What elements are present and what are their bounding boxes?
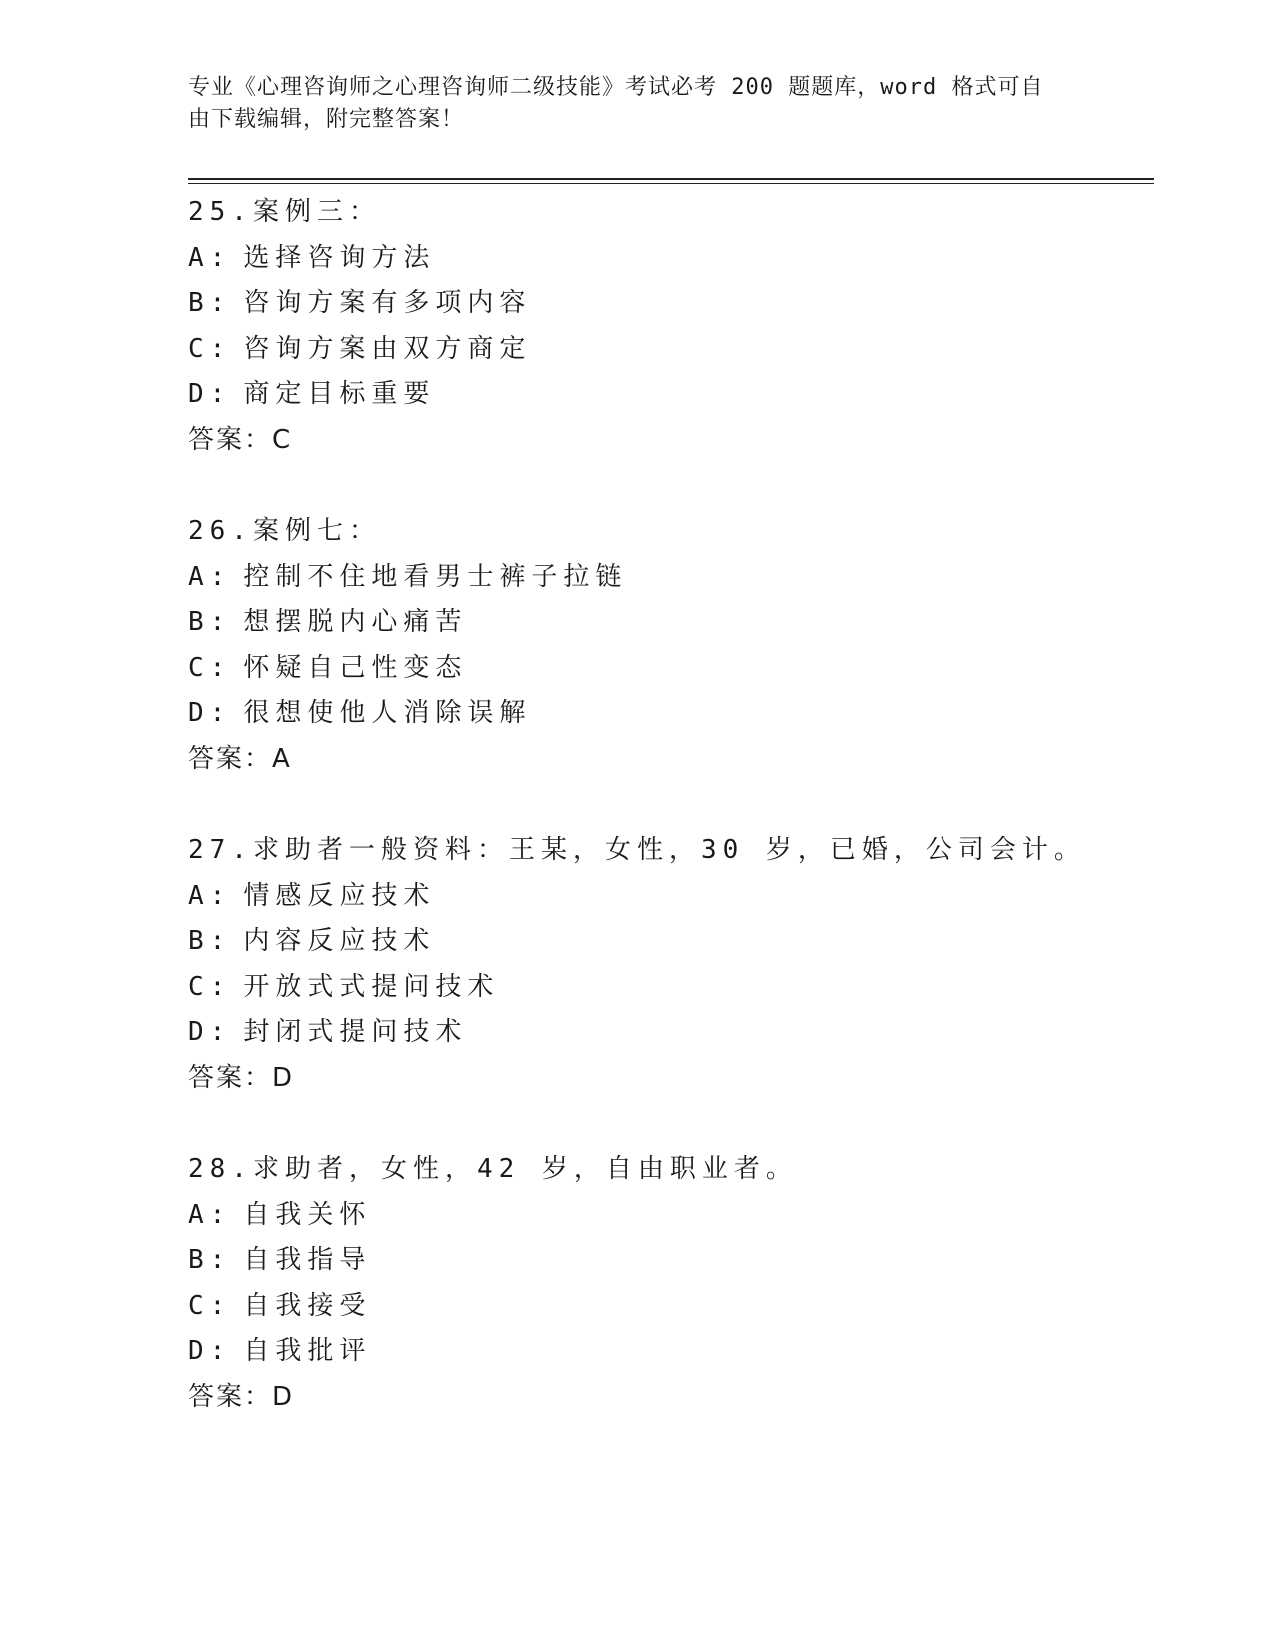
option-text: 自我指导 bbox=[243, 1245, 372, 1275]
question-28 bbox=[188, 1147, 1154, 1420]
option-label: A: bbox=[188, 880, 232, 911]
option-text: 情感反应技术 bbox=[243, 880, 436, 911]
option-d bbox=[188, 691, 1154, 737]
option-label: A: bbox=[188, 1199, 232, 1230]
option-label: C: bbox=[188, 652, 232, 683]
option-text: 自我批评 bbox=[243, 1336, 372, 1366]
option-d bbox=[188, 1010, 1154, 1056]
option-a bbox=[188, 236, 1154, 282]
option-a bbox=[188, 1193, 1154, 1239]
option-c bbox=[188, 327, 1154, 373]
header-divider-thick bbox=[188, 178, 1154, 180]
option-text: 自我接受 bbox=[243, 1290, 372, 1321]
option-label: D: bbox=[188, 379, 232, 409]
option-text: 商定目标重要 bbox=[243, 379, 436, 409]
document-header bbox=[188, 72, 1068, 136]
answer-line: 答案：C bbox=[188, 424, 293, 455]
option-label: B: bbox=[188, 926, 232, 956]
option-label: C: bbox=[188, 1290, 232, 1321]
option-text: 想摆脱内心痛苦 bbox=[243, 607, 468, 637]
question-27 bbox=[188, 828, 1154, 1101]
question-26 bbox=[188, 509, 1154, 782]
answer-line: 答案：D bbox=[188, 1062, 295, 1093]
question-list bbox=[188, 190, 1154, 1466]
option-d bbox=[188, 1329, 1154, 1375]
option-b bbox=[188, 919, 1154, 965]
question-stem: 26.案例七： bbox=[188, 516, 381, 546]
option-text: 封闭式提问技术 bbox=[243, 1017, 468, 1047]
header-divider-thin bbox=[188, 183, 1154, 184]
option-d bbox=[188, 372, 1154, 418]
option-b bbox=[188, 600, 1154, 646]
option-label: A: bbox=[188, 242, 232, 273]
option-text: 怀疑自己性变态 bbox=[243, 652, 468, 683]
option-label: B: bbox=[188, 1245, 232, 1275]
option-label: A: bbox=[188, 561, 232, 592]
option-c bbox=[188, 1284, 1154, 1330]
question-stem: 25.案例三： bbox=[188, 197, 381, 227]
option-text: 自我关怀 bbox=[243, 1199, 372, 1230]
option-text: 开放式式提问技术 bbox=[243, 971, 500, 1002]
question-stem: 28.求助者，女性，42 岁，自由职业者。 bbox=[188, 1154, 798, 1184]
option-text: 咨询方案有多项内容 bbox=[243, 288, 532, 318]
option-text: 选择咨询方法 bbox=[243, 242, 436, 273]
option-label: C: bbox=[188, 333, 232, 364]
question-25 bbox=[188, 190, 1154, 463]
option-c bbox=[188, 965, 1154, 1011]
option-label: D: bbox=[188, 698, 232, 728]
option-label: D: bbox=[188, 1336, 232, 1366]
option-b bbox=[188, 281, 1154, 327]
option-label: C: bbox=[188, 971, 232, 1002]
option-a bbox=[188, 874, 1154, 920]
answer-line: 答案：D bbox=[188, 1381, 295, 1412]
option-text: 很想使他人消除误解 bbox=[243, 698, 532, 728]
option-text: 内容反应技术 bbox=[243, 926, 436, 956]
option-c bbox=[188, 646, 1154, 692]
option-label: D: bbox=[188, 1017, 232, 1047]
question-stem: 27.求助者一般资料：王某，女性，30 岁，已婚，公司会计。 bbox=[188, 835, 1086, 865]
header-line-1: 专业《心理咨询师之心理咨询师二级技能》考试必考 200 题题库，word 格式可自 bbox=[188, 75, 1044, 100]
answer-line: 答案：A bbox=[188, 743, 292, 774]
option-text: 控制不住地看男士裤子拉链 bbox=[243, 561, 628, 592]
option-label: B: bbox=[188, 288, 232, 318]
option-label: B: bbox=[188, 607, 232, 637]
option-a bbox=[188, 555, 1154, 601]
option-b bbox=[188, 1238, 1154, 1284]
header-line-2: 由下载编辑，附完整答案！ bbox=[188, 107, 465, 132]
option-text: 咨询方案由双方商定 bbox=[243, 333, 532, 364]
